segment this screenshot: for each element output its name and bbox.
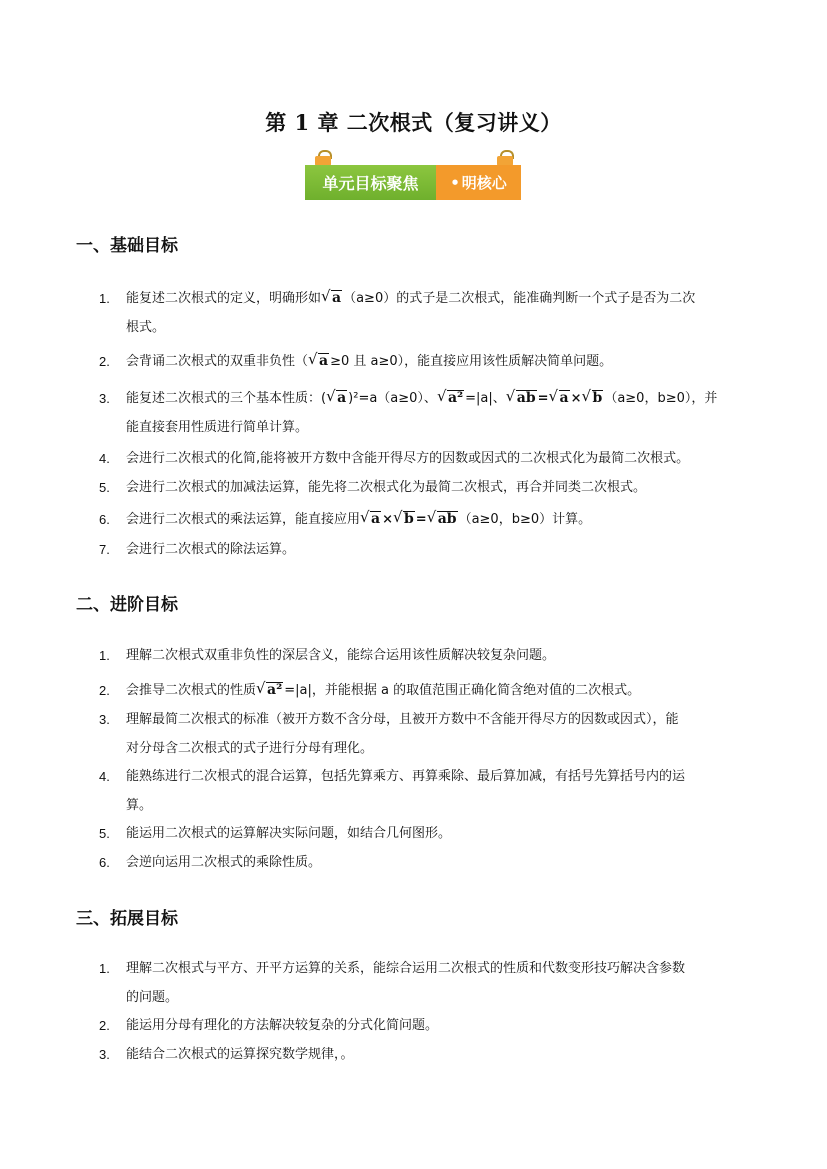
list-item (76, 1011, 756, 1040)
item-text (126, 505, 756, 534)
list-item (76, 384, 756, 442)
sqrt-symbol (361, 505, 381, 534)
text-fragment: 能复述二次根式的三个基本性质：( (126, 391, 327, 406)
list-item (76, 762, 756, 820)
item-text: 能运用二次根式的运算解决实际问题，如结合几何图形。 (126, 826, 452, 841)
item-number: 7. (99, 542, 110, 557)
list-item (76, 705, 756, 763)
item-text: 会进行二次根式的化简,能将被开方数中含能开得尽方的因数或因式的二次根式化为最简二次根式。 (126, 451, 690, 466)
text-fragment: 理解二次根式与平方、开平方运算的关系，能综合运用二次根式的性质和代数变形技巧解决含参数 (126, 961, 686, 976)
list-item (76, 819, 756, 848)
list-item (76, 505, 756, 534)
radicand: a (559, 390, 569, 406)
sqrt-symbol (327, 384, 347, 413)
sqrt-symbol (583, 384, 604, 413)
item-text: 能运用分母有理化的方法解决较复杂的分式化简问题。 (126, 1018, 439, 1033)
radicand: a² (267, 682, 283, 698)
sqrt-symbol (438, 384, 464, 413)
math-times: × (382, 512, 393, 527)
radicand: a (337, 390, 347, 406)
item-text (126, 284, 756, 342)
item-text (126, 954, 756, 1012)
item-number: 3. (99, 712, 110, 727)
item-text: 会进行二次根式的加减法运算，能先将二次根式化为最简二次根式，再合并同类二次根式。 (126, 480, 647, 495)
text-fragment: ≥0 且 a≥0），能直接应用该性质解决简单问题。 (330, 354, 613, 369)
sqrt-symbol (428, 505, 458, 534)
list-item (76, 676, 756, 705)
item-text: 理解二次根式双重非负性的深层含义，能综合运用该性质解决较复杂问题。 (126, 648, 556, 663)
list-item (76, 444, 756, 473)
page-title: 第 1 章 二次根式（复习讲义） (265, 110, 562, 135)
section-heading-basic: 一、基础目标 (76, 236, 178, 256)
item-number: 5. (99, 826, 110, 841)
text-fragment: （a≥0，b≥0），并 (604, 391, 718, 406)
item-number: 6. (99, 855, 110, 870)
section-heading-extended: 三、拓展目标 (76, 909, 178, 929)
math-times: × (570, 391, 582, 406)
text-fragment: =|a|，并能根据 a 的取值范围正确化简含绝对值的二次根式。 (284, 683, 641, 698)
text-fragment: 算。 (126, 798, 153, 813)
text-fragment: 对分母含二次根式的式子进行分母有理化。 (126, 741, 374, 756)
banner-label-main: 单元目标聚焦 (322, 174, 419, 193)
text-fragment: 根式。 (126, 320, 166, 335)
list-item (76, 848, 756, 877)
item-number: 1. (99, 648, 110, 663)
text-fragment: 的问题。 (126, 990, 179, 1005)
math-equals: = (537, 391, 549, 406)
item-number: 3. (99, 1047, 110, 1062)
text-fragment: （a≥0，b≥0）计算。 (458, 512, 592, 527)
item-text: 会进行二次根式的除法运算。 (126, 542, 296, 557)
item-number: 4. (99, 451, 110, 466)
text-fragment: 能熟练进行二次根式的混合运算，包括先算乘方、再算乘除、最后算加减，有括号先算括号内的运 (126, 769, 686, 784)
section-banner (305, 150, 521, 201)
sqrt-symbol (394, 505, 415, 534)
banner-dot: • (450, 173, 460, 192)
item-number: 4. (99, 769, 110, 784)
list-item (76, 954, 756, 1012)
radicand: b (592, 390, 603, 406)
list-item (76, 284, 756, 342)
item-text (126, 347, 756, 376)
list-item (76, 473, 756, 502)
item-number: 2. (99, 683, 110, 698)
item-text (126, 676, 756, 705)
radicand: a² (447, 390, 464, 406)
item-number: 5. (99, 480, 110, 495)
item-number: 2. (99, 1018, 110, 1033)
sqrt-symbol (257, 676, 283, 705)
item-text (126, 705, 756, 763)
banner-band (305, 165, 521, 200)
text-fragment: （a≥0）的式子是二次根式，能准确判断一个式子是否为二次 (343, 291, 696, 306)
list-item (76, 347, 756, 376)
text-fragment: 能直接套用性质进行简单计算。 (126, 420, 309, 435)
banner-label-accent (436, 165, 521, 200)
item-text: 会逆向运用二次根式的乘除性质。 (126, 855, 322, 870)
text-fragment: 会推导二次根式的性质 (126, 683, 257, 698)
text-fragment: )²=a（a≥0）、 (348, 391, 437, 406)
sqrt-symbol (309, 347, 329, 376)
text-fragment: 会进行二次根式的乘法运算，能直接应用 (126, 512, 361, 527)
sqrt-symbol (507, 384, 537, 413)
item-number: 3. (99, 391, 110, 406)
item-text (126, 384, 756, 442)
radicand: a (319, 353, 329, 369)
item-text: 能结合二次根式的运算探究数学规律，。 (126, 1047, 354, 1062)
sqrt-symbol (550, 384, 570, 413)
list-item (76, 641, 756, 670)
radicand: b (404, 511, 414, 527)
item-number: 1. (99, 961, 110, 976)
list-item (76, 535, 756, 564)
radicand: ab (437, 511, 457, 527)
item-number: 2. (99, 354, 110, 369)
math-equals: = (415, 512, 427, 527)
section-heading-advanced: 二、进阶目标 (76, 595, 178, 615)
text-fragment: 理解最简二次根式的标准（被开方数不含分母，且被开方数中不含能开得尽方的因数或因式），能 (126, 712, 679, 727)
radicand: ab (516, 390, 536, 406)
text-fragment: 能复述二次根式的定义，明确形如 (126, 291, 322, 306)
radicand: a (371, 511, 381, 527)
item-text (126, 762, 756, 820)
item-number: 6. (99, 512, 110, 527)
text-fragment: 会背诵二次根式的双重非负性（ (126, 354, 309, 369)
sqrt-symbol (322, 284, 342, 313)
radicand: a (332, 290, 342, 306)
list-item (76, 1040, 756, 1069)
item-number: 1. (99, 291, 110, 306)
text-fragment: =|a|、 (465, 391, 506, 406)
banner-label-accent-text: 明核心 (461, 174, 507, 192)
